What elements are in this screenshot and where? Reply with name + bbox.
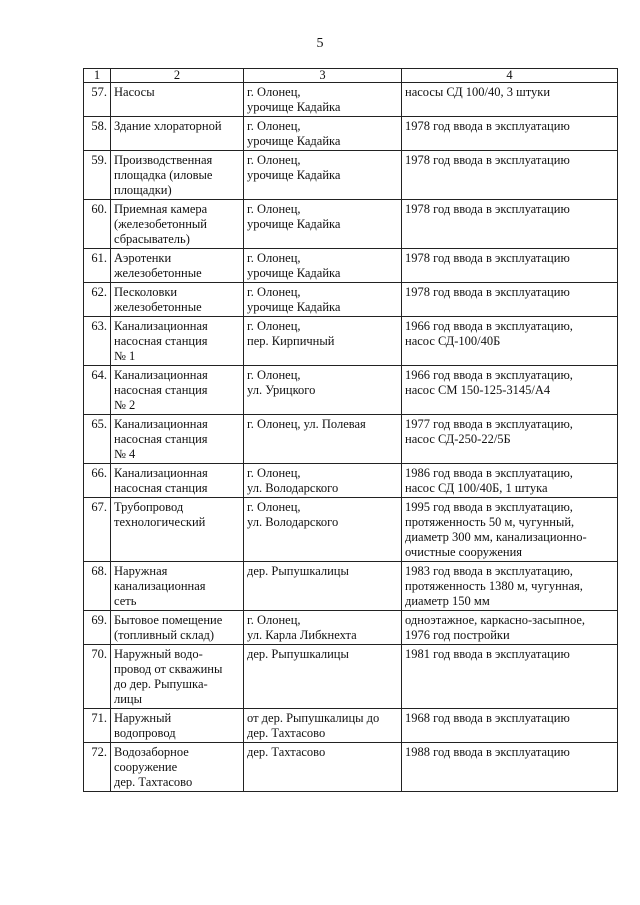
- row-number: 69.: [84, 611, 111, 645]
- object-name-cell-line: № 4: [114, 447, 136, 461]
- details-cell-line: насос СД-100/40Б: [405, 334, 501, 348]
- object-name-cell-line: № 2: [114, 398, 136, 412]
- object-name-cell: [111, 283, 244, 317]
- details-cell: [402, 611, 618, 645]
- location-cell-line: урочище Кадайка: [247, 217, 341, 231]
- details-cell-line: одноэтажное, каркасно-засыпное,: [405, 613, 586, 627]
- location-cell-line: г. Олонец,: [247, 285, 301, 299]
- details-cell: [402, 366, 618, 415]
- details-cell-line: насосы СД 100/40, 3 штуки: [405, 85, 551, 99]
- row-number: 57.: [84, 83, 111, 117]
- details-cell: [402, 415, 618, 464]
- details-cell-line: протяженность 50 м, чугунный,: [405, 515, 575, 529]
- details-cell: [402, 283, 618, 317]
- details-cell-line: 1978 год ввода в эксплуатацию: [405, 202, 570, 216]
- row-number: 68.: [84, 562, 111, 611]
- object-name-cell-line: канализационная: [114, 579, 206, 593]
- object-name-cell-line: Водозаборное: [114, 745, 189, 759]
- object-name-cell-line: сооружение: [114, 760, 178, 774]
- column-header-4: 4: [402, 69, 618, 83]
- location-cell-line: урочище Кадайка: [247, 300, 341, 314]
- location-cell-line: г. Олонец,: [247, 119, 301, 133]
- column-header-3: 3: [244, 69, 402, 83]
- details-cell: [402, 317, 618, 366]
- object-name-cell-line: насосная станция: [114, 334, 208, 348]
- row-number: 63.: [84, 317, 111, 366]
- row-number: 66.: [84, 464, 111, 498]
- location-cell-line: г. Олонец,: [247, 202, 301, 216]
- details-cell: [402, 709, 618, 743]
- details-cell: [402, 151, 618, 200]
- object-name-cell: [111, 415, 244, 464]
- table-row: [84, 83, 618, 117]
- object-name-cell-line: дер. Тахтасово: [114, 775, 193, 789]
- object-name-cell: [111, 562, 244, 611]
- details-cell-line: 1966 год ввода в эксплуатацию,: [405, 368, 573, 382]
- object-name-cell-line: Наружная: [114, 564, 168, 578]
- object-name-cell: [111, 366, 244, 415]
- object-name-cell-line: № 1: [114, 349, 136, 363]
- location-cell: [244, 743, 402, 792]
- location-cell: [244, 151, 402, 200]
- table-row: [84, 645, 618, 709]
- row-number: 70.: [84, 645, 111, 709]
- details-cell: [402, 562, 618, 611]
- object-name-cell: [111, 117, 244, 151]
- object-name-cell-line: лицы: [114, 692, 143, 706]
- details-cell-line: протяженность 1380 м, чугунная,: [405, 579, 583, 593]
- location-cell: [244, 562, 402, 611]
- object-name-cell-line: насосная станция: [114, 432, 208, 446]
- row-number: 71.: [84, 709, 111, 743]
- object-name-cell: [111, 611, 244, 645]
- table-row: [84, 562, 618, 611]
- details-cell-line: очистные сооружения: [405, 545, 523, 559]
- object-name-cell-line: Насосы: [114, 85, 155, 99]
- details-cell: [402, 464, 618, 498]
- location-cell: [244, 117, 402, 151]
- table-row: [84, 151, 618, 200]
- details-cell-line: 1968 год ввода в эксплуатацию: [405, 711, 570, 725]
- location-cell: [244, 249, 402, 283]
- object-name-cell: [111, 709, 244, 743]
- row-number: 62.: [84, 283, 111, 317]
- table-row: [84, 317, 618, 366]
- object-name-cell-line: Здание хлораторной: [114, 119, 222, 133]
- object-name-cell-line: Песколовки: [114, 285, 178, 299]
- location-cell: [244, 645, 402, 709]
- property-table: [83, 68, 618, 792]
- row-number: 67.: [84, 498, 111, 562]
- details-cell: [402, 249, 618, 283]
- object-name-cell-line: площадки): [114, 183, 172, 197]
- row-number: 64.: [84, 366, 111, 415]
- object-name-cell-line: (железобетонный: [114, 217, 207, 231]
- location-cell-line: г. Олонец,: [247, 368, 301, 382]
- location-cell-line: г. Олонец,: [247, 153, 301, 167]
- object-name-cell-line: до дер. Рыпушка-: [114, 677, 208, 691]
- table-row: [84, 498, 618, 562]
- object-name-cell-line: Канализационная: [114, 368, 208, 382]
- location-cell-line: г. Олонец,: [247, 85, 301, 99]
- details-cell: [402, 200, 618, 249]
- object-name-cell: [111, 645, 244, 709]
- object-name-cell-line: сеть: [114, 594, 137, 608]
- details-cell-line: диаметр 300 мм, канализационно-: [405, 530, 587, 544]
- object-name-cell-line: железобетонные: [114, 300, 202, 314]
- details-cell-line: 1977 год ввода в эксплуатацию,: [405, 417, 573, 431]
- object-name-cell-line: площадка (иловые: [114, 168, 213, 182]
- object-name-cell-line: Наружный: [114, 711, 172, 725]
- location-cell-line: дер. Тахтасово: [247, 726, 326, 740]
- details-cell-line: 1981 год ввода в эксплуатацию: [405, 647, 570, 661]
- location-cell: [244, 200, 402, 249]
- object-name-cell-line: Приемная камера: [114, 202, 208, 216]
- object-name-cell-line: (топливный склад): [114, 628, 215, 642]
- details-cell-line: 1983 год ввода в эксплуатацию,: [405, 564, 573, 578]
- details-cell: [402, 83, 618, 117]
- page-number: 5: [316, 36, 324, 51]
- location-cell-line: урочище Кадайка: [247, 266, 341, 280]
- location-cell-line: пер. Кирпичный: [247, 334, 335, 348]
- details-cell-line: насос СМ 150-125-3145/А4: [405, 383, 551, 397]
- details-cell-line: 1988 год ввода в эксплуатацию: [405, 745, 570, 759]
- location-cell-line: ул. Урицкого: [247, 383, 316, 397]
- table-row: [84, 415, 618, 464]
- object-name-cell: [111, 317, 244, 366]
- object-name-cell-line: сбрасыватель): [114, 232, 190, 246]
- object-name-cell-line: Бытовое помещение: [114, 613, 223, 627]
- location-cell: [244, 283, 402, 317]
- object-name-cell: [111, 200, 244, 249]
- details-cell-line: 1978 год ввода в эксплуатацию: [405, 153, 570, 167]
- location-cell: [244, 415, 402, 464]
- location-cell: [244, 464, 402, 498]
- object-name-cell-line: провод от скважины: [114, 662, 223, 676]
- object-name-cell-line: технологический: [114, 515, 206, 529]
- location-cell-line: ул. Карла Либкнехта: [247, 628, 357, 642]
- location-cell: [244, 83, 402, 117]
- object-name-cell: [111, 83, 244, 117]
- location-cell-line: ул. Володарского: [247, 515, 339, 529]
- location-cell: [244, 317, 402, 366]
- object-name-cell-line: насосная станция: [114, 383, 208, 397]
- object-name-cell-line: Канализационная: [114, 466, 208, 480]
- location-cell-line: урочище Кадайка: [247, 100, 341, 114]
- location-cell-line: г. Олонец,: [247, 500, 301, 514]
- row-number: 59.: [84, 151, 111, 200]
- location-cell-line: урочище Кадайка: [247, 168, 341, 182]
- object-name-cell-line: насосная станция: [114, 481, 208, 495]
- location-cell-line: дер. Рыпушкалицы: [247, 564, 349, 578]
- table-row: [84, 709, 618, 743]
- object-name-cell-line: Канализационная: [114, 319, 208, 333]
- object-name-cell-line: Наружный водо-: [114, 647, 203, 661]
- object-name-cell: [111, 743, 244, 792]
- details-cell-line: насос СД-250-22/5Б: [405, 432, 511, 446]
- location-cell-line: урочище Кадайка: [247, 134, 341, 148]
- row-number: 61.: [84, 249, 111, 283]
- object-name-cell-line: Трубопровод: [114, 500, 184, 514]
- location-cell-line: ул. Володарского: [247, 481, 339, 495]
- table-row: [84, 464, 618, 498]
- location-cell-line: г. Олонец,: [247, 466, 301, 480]
- location-cell-line: г. Олонец,: [247, 613, 301, 627]
- object-name-cell-line: Аэротенки: [114, 251, 172, 265]
- table-row: [84, 366, 618, 415]
- table-row: [84, 117, 618, 151]
- row-number: 60.: [84, 200, 111, 249]
- table-row: [84, 743, 618, 792]
- details-cell-line: насос СД 100/40Б, 1 штука: [405, 481, 548, 495]
- location-cell: [244, 709, 402, 743]
- table-header-row: [84, 69, 618, 83]
- location-cell-line: г. Олонец,: [247, 319, 301, 333]
- table-row: [84, 611, 618, 645]
- object-name-cell: [111, 249, 244, 283]
- table-row: [84, 249, 618, 283]
- location-cell-line: г. Олонец, ул. Полевая: [247, 417, 366, 431]
- location-cell-line: от дер. Рыпушкалицы до: [247, 711, 380, 725]
- column-header-2: 2: [111, 69, 244, 83]
- details-cell: [402, 117, 618, 151]
- row-number: 72.: [84, 743, 111, 792]
- details-cell-line: диаметр 150 мм: [405, 594, 490, 608]
- object-name-cell: [111, 464, 244, 498]
- details-cell-line: 1995 год ввода в эксплуатацию,: [405, 500, 573, 514]
- table-row: [84, 283, 618, 317]
- details-cell-line: 1978 год ввода в эксплуатацию: [405, 285, 570, 299]
- object-name-cell-line: водопровод: [114, 726, 176, 740]
- details-cell: [402, 498, 618, 562]
- location-cell: [244, 498, 402, 562]
- object-name-cell: [111, 151, 244, 200]
- location-cell-line: г. Олонец,: [247, 251, 301, 265]
- details-cell-line: 1978 год ввода в эксплуатацию: [405, 251, 570, 265]
- object-name-cell: [111, 498, 244, 562]
- location-cell: [244, 366, 402, 415]
- details-cell-line: 1966 год ввода в эксплуатацию,: [405, 319, 573, 333]
- object-name-cell-line: железобетонные: [114, 266, 202, 280]
- details-cell-line: 1976 год постройки: [405, 628, 510, 642]
- row-number: 58.: [84, 117, 111, 151]
- column-header-1: 1: [84, 69, 111, 83]
- details-cell-line: 1978 год ввода в эксплуатацию: [405, 119, 570, 133]
- row-number: 65.: [84, 415, 111, 464]
- details-cell: [402, 645, 618, 709]
- location-cell-line: дер. Рыпушкалицы: [247, 647, 349, 661]
- location-cell-line: дер. Тахтасово: [247, 745, 326, 759]
- details-cell: [402, 743, 618, 792]
- location-cell: [244, 611, 402, 645]
- object-name-cell-line: Производственная: [114, 153, 213, 167]
- table-row: [84, 200, 618, 249]
- details-cell-line: 1986 год ввода в эксплуатацию,: [405, 466, 573, 480]
- object-name-cell-line: Канализационная: [114, 417, 208, 431]
